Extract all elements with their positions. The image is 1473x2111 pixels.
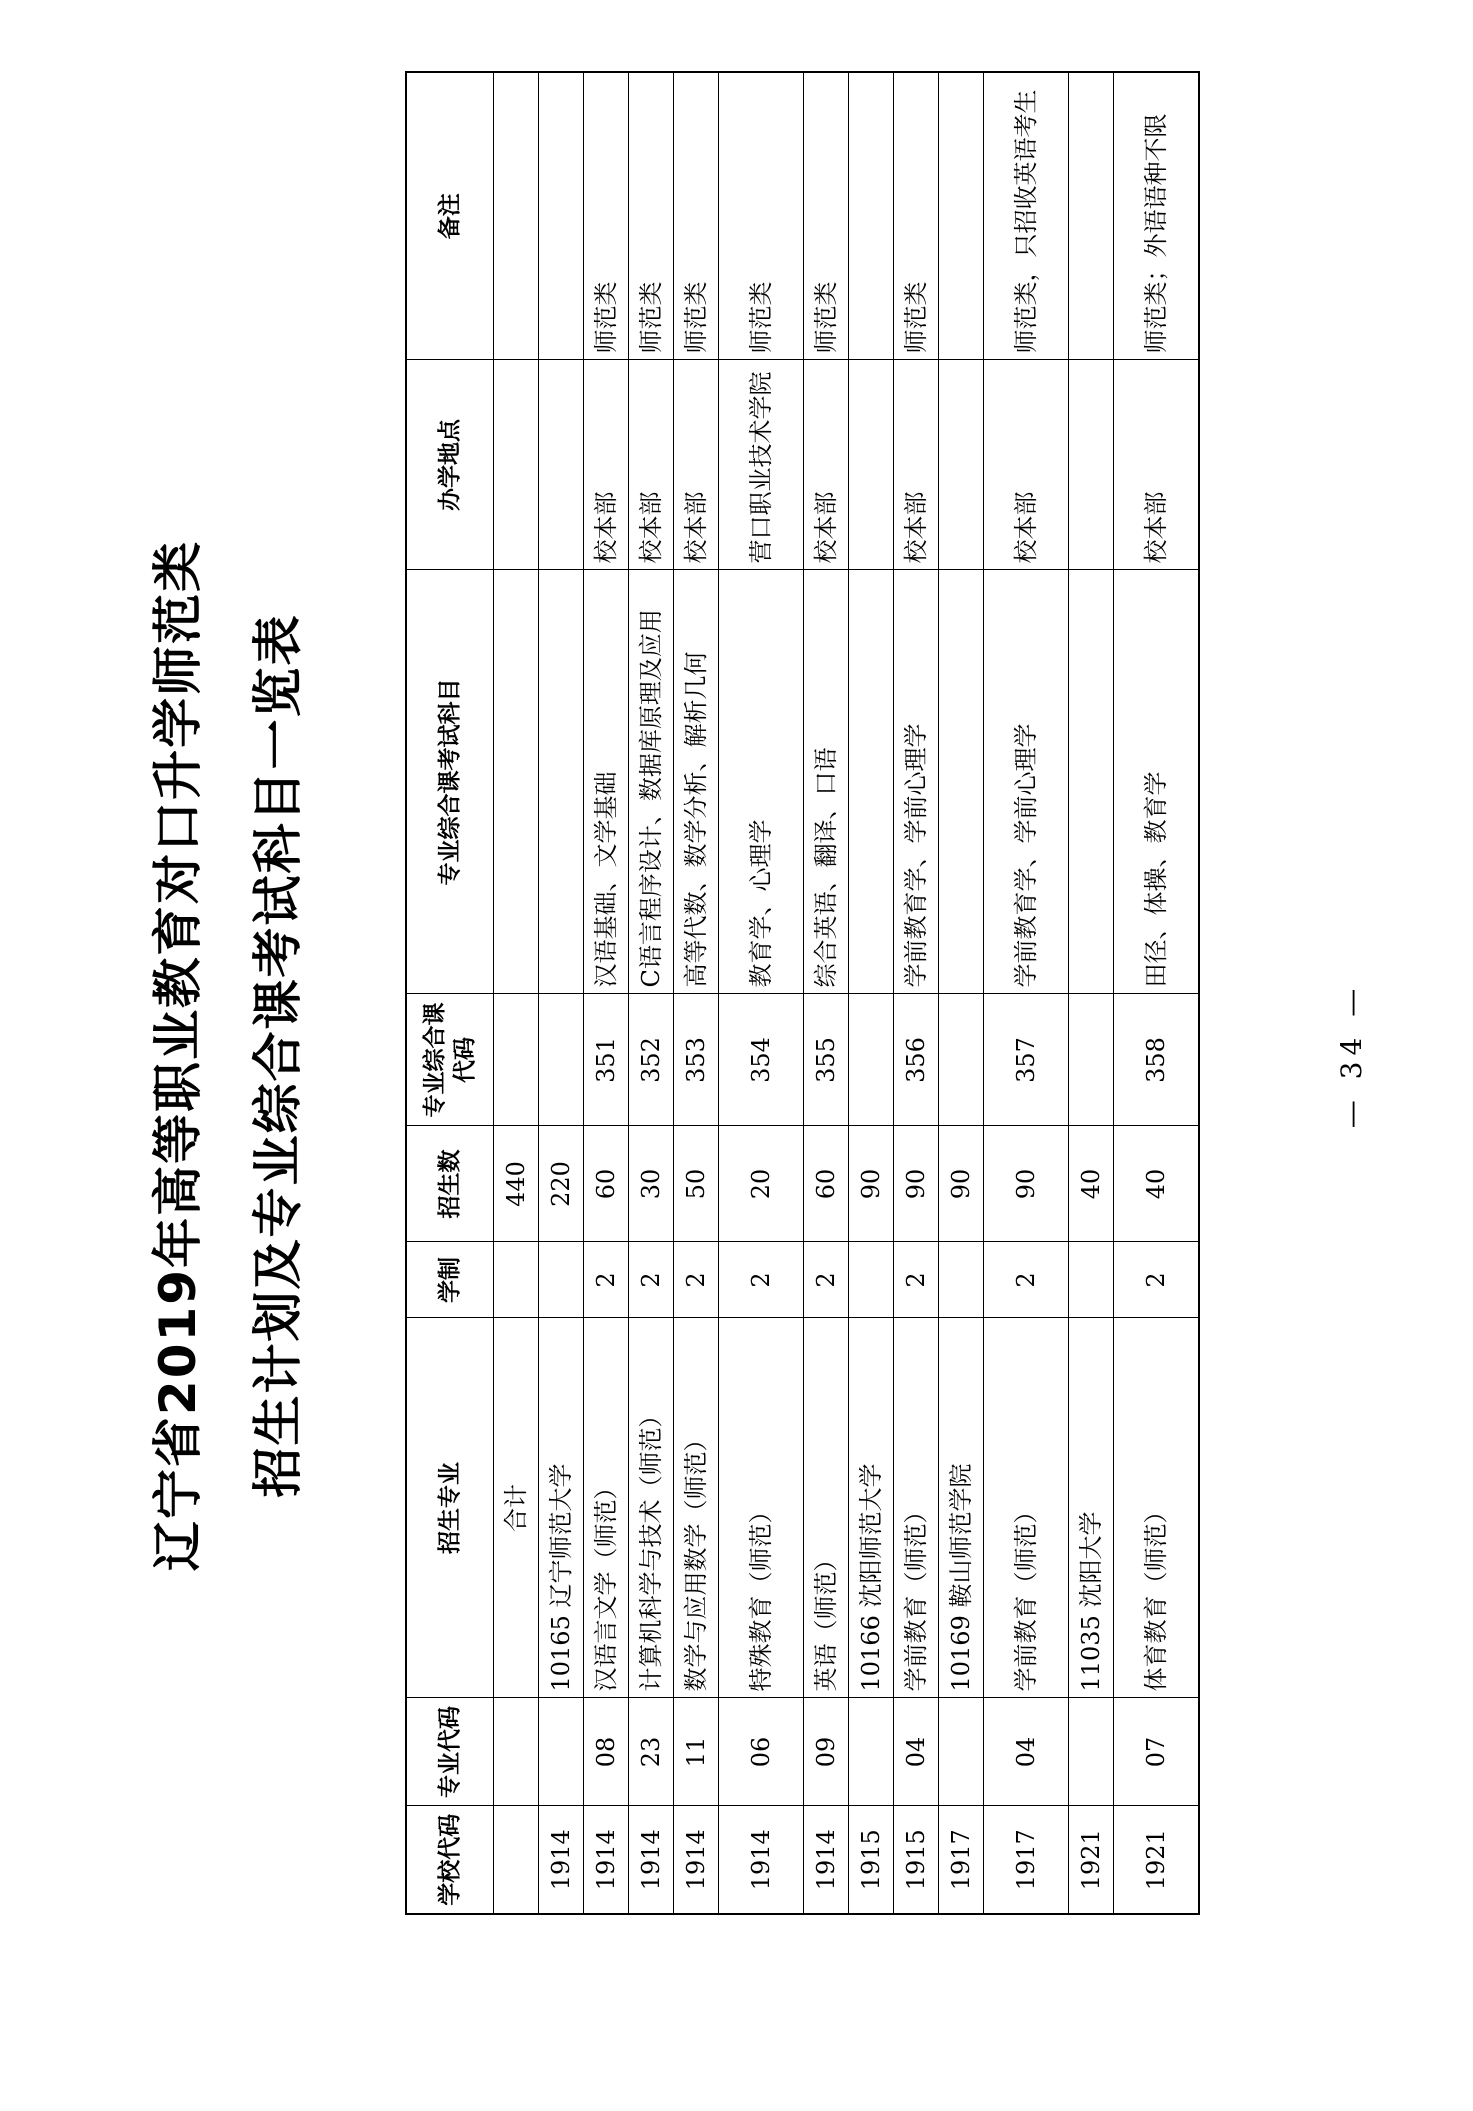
header-remarks: 备注 [406, 72, 494, 360]
cell-location [849, 360, 894, 570]
header-major-code: 专业代码 [406, 1698, 494, 1806]
cell-location: 校本部 [674, 360, 719, 570]
cell-duration: 2 [719, 1242, 804, 1318]
cell-school-code: 1914 [539, 1806, 584, 1914]
cell-exam-subjects [494, 570, 539, 994]
table-row [849, 72, 894, 1914]
cell-major-code: 06 [719, 1698, 804, 1806]
cell-enrollment: 90 [849, 1126, 894, 1242]
cell-exam-subjects: 田径、体操、教育学 [1114, 570, 1200, 994]
cell-enrollment: 90 [939, 1126, 984, 1242]
header-enrollment: 招生数 [406, 1126, 494, 1242]
cell-remarks: 师范类 [894, 72, 939, 360]
cell-major: 10165 辽宁师范大学 [539, 1318, 584, 1698]
cell-enrollment: 40 [1069, 1126, 1114, 1242]
cell-school-code: 1914 [719, 1806, 804, 1914]
cell-remarks: 师范类 [804, 72, 849, 360]
cell-duration: 2 [584, 1242, 629, 1318]
cell-exam-subjects: 综合英语、翻译、口语 [804, 570, 849, 994]
table-row [584, 72, 629, 1914]
cell-enrollment: 60 [804, 1126, 849, 1242]
cell-duration [1069, 1242, 1114, 1318]
cell-duration [494, 1242, 539, 1318]
cell-course-code: 351 [584, 994, 629, 1126]
cell-course-code: 354 [719, 994, 804, 1126]
header-duration: 学制 [406, 1242, 494, 1318]
cell-enrollment: 440 [494, 1126, 539, 1242]
header-location: 办学地点 [406, 360, 494, 570]
page-subtitle: 招生计划及专业综合课考试科目一览表 [249, 613, 307, 1498]
cell-course-code: 355 [804, 994, 849, 1126]
cell-exam-subjects: 汉语基础、文学基础 [584, 570, 629, 994]
table-header-row [406, 72, 494, 1914]
cell-school-code [494, 1806, 539, 1914]
cell-major: 合计 [494, 1318, 539, 1698]
cell-course-code: 358 [1114, 994, 1200, 1126]
cell-major-code [494, 1698, 539, 1806]
cell-exam-subjects [1069, 570, 1114, 994]
table-row [494, 72, 539, 1914]
cell-enrollment: 90 [984, 1126, 1069, 1242]
cell-remarks [494, 72, 539, 360]
cell-exam-subjects [539, 570, 584, 994]
cell-duration: 2 [894, 1242, 939, 1318]
cell-duration: 2 [629, 1242, 674, 1318]
table-row [1069, 72, 1114, 1914]
cell-major-code [939, 1698, 984, 1806]
cell-major: 10166 沈阳师范大学 [849, 1318, 894, 1698]
cell-school-code: 1914 [674, 1806, 719, 1914]
cell-remarks [539, 72, 584, 360]
cell-major: 学前教育（师范） [984, 1318, 1069, 1698]
cell-duration: 2 [804, 1242, 849, 1318]
cell-enrollment: 220 [539, 1126, 584, 1242]
enrollment-table [405, 71, 1200, 1915]
cell-major-code: 04 [984, 1698, 1069, 1806]
cell-school-code: 1914 [804, 1806, 849, 1914]
cell-enrollment: 50 [674, 1126, 719, 1242]
header-major: 招生专业 [406, 1318, 494, 1698]
cell-school-code: 1921 [1069, 1806, 1114, 1914]
cell-course-code: 356 [894, 994, 939, 1126]
cell-major: 11035 沈阳大学 [1069, 1318, 1114, 1698]
header-school-code: 学校代码 [406, 1806, 494, 1914]
cell-duration [939, 1242, 984, 1318]
cell-exam-subjects [849, 570, 894, 994]
cell-major: 计算机科学与技术（师范） [629, 1318, 674, 1698]
cell-location: 校本部 [1114, 360, 1200, 570]
cell-major-code: 04 [894, 1698, 939, 1806]
table-row [1114, 72, 1200, 1914]
cell-major-code [849, 1698, 894, 1806]
cell-course-code [939, 994, 984, 1126]
cell-enrollment: 90 [894, 1126, 939, 1242]
table-row [984, 72, 1069, 1914]
cell-school-code: 1914 [629, 1806, 674, 1914]
cell-location [939, 360, 984, 570]
cell-major: 10169 鞍山师范学院 [939, 1318, 984, 1698]
cell-major-code [1069, 1698, 1114, 1806]
cell-remarks: 师范类，只招收英语考生 [984, 72, 1069, 360]
cell-exam-subjects: 学前教育学、学前心理学 [894, 570, 939, 994]
cell-major-code [539, 1698, 584, 1806]
cell-location: 营口职业技术学院 [719, 360, 804, 570]
cell-exam-subjects: 教育学、心理学 [719, 570, 804, 994]
cell-major: 学前教育（师范） [894, 1318, 939, 1698]
cell-major-code: 23 [629, 1698, 674, 1806]
cell-school-code: 1917 [939, 1806, 984, 1914]
cell-school-code: 1914 [584, 1806, 629, 1914]
cell-remarks [1069, 72, 1114, 360]
cell-major: 英语（师范） [804, 1318, 849, 1698]
header-course-code: 专业综合课代码 [406, 994, 494, 1126]
cell-duration [539, 1242, 584, 1318]
table-row [629, 72, 674, 1914]
cell-location: 校本部 [804, 360, 849, 570]
cell-course-code: 352 [629, 994, 674, 1126]
page-title: 辽宁省2019年高等职业教育对口升学师范类 [149, 539, 207, 1572]
cell-major: 体育教育（师范） [1114, 1318, 1200, 1698]
cell-major-code: 07 [1114, 1698, 1200, 1806]
cell-course-code [539, 994, 584, 1126]
cell-school-code: 1915 [894, 1806, 939, 1914]
cell-major-code: 09 [804, 1698, 849, 1806]
cell-major: 汉语言文学（师范） [584, 1318, 629, 1698]
table-row [804, 72, 849, 1914]
table-row [939, 72, 984, 1914]
cell-remarks: 师范类 [584, 72, 629, 360]
cell-course-code: 353 [674, 994, 719, 1126]
page-number: — 34 — [1335, 982, 1368, 1129]
cell-major-code: 08 [584, 1698, 629, 1806]
cell-remarks [849, 72, 894, 360]
cell-duration: 2 [674, 1242, 719, 1318]
cell-school-code: 1915 [849, 1806, 894, 1914]
cell-remarks [939, 72, 984, 360]
cell-location: 校本部 [629, 360, 674, 570]
cell-remarks: 师范类 [629, 72, 674, 360]
header-exam-subjects: 专业综合课考试科目 [406, 570, 494, 994]
cell-duration [849, 1242, 894, 1318]
cell-exam-subjects: C语言程序设计、数据库原理及应用 [629, 570, 674, 994]
cell-enrollment: 20 [719, 1126, 804, 1242]
cell-location: 校本部 [894, 360, 939, 570]
cell-duration: 2 [1114, 1242, 1200, 1318]
cell-location [494, 360, 539, 570]
cell-remarks: 师范类；外语语种不限 [1114, 72, 1200, 360]
cell-major: 特殊教育（师范） [719, 1318, 804, 1698]
table-row [894, 72, 939, 1914]
cell-course-code [849, 994, 894, 1126]
cell-exam-subjects: 高等代数、数学分析、解析几何 [674, 570, 719, 994]
cell-duration: 2 [984, 1242, 1069, 1318]
cell-exam-subjects: 学前教育学、学前心理学 [984, 570, 1069, 994]
cell-school-code: 1921 [1114, 1806, 1200, 1914]
cell-location [539, 360, 584, 570]
cell-enrollment: 40 [1114, 1126, 1200, 1242]
cell-location [1069, 360, 1114, 570]
cell-enrollment: 60 [584, 1126, 629, 1242]
cell-enrollment: 30 [629, 1126, 674, 1242]
cell-course-code: 357 [984, 994, 1069, 1126]
table-row [674, 72, 719, 1914]
cell-school-code: 1917 [984, 1806, 1069, 1914]
table-row [539, 72, 584, 1914]
cell-course-code [494, 994, 539, 1126]
cell-remarks: 师范类 [719, 72, 804, 360]
cell-remarks: 师范类 [674, 72, 719, 360]
cell-location: 校本部 [584, 360, 629, 570]
cell-major-code: 11 [674, 1698, 719, 1806]
cell-exam-subjects [939, 570, 984, 994]
cell-major: 数学与应用数学（师范） [674, 1318, 719, 1698]
cell-course-code [1069, 994, 1114, 1126]
table-row [719, 72, 804, 1914]
cell-location: 校本部 [984, 360, 1069, 570]
